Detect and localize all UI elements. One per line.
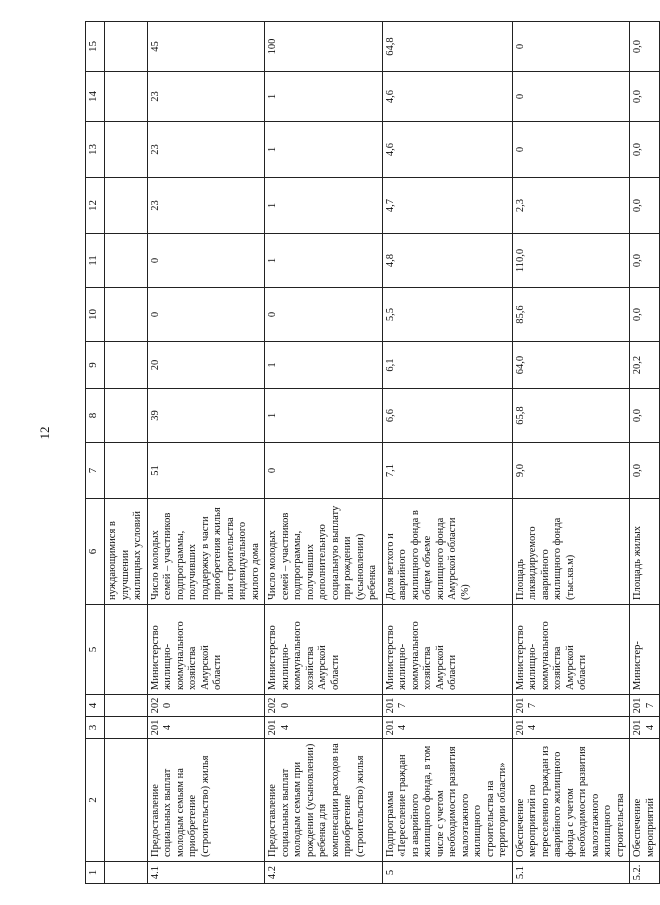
- header-cell: 9: [86, 342, 105, 389]
- value-cell: 0: [512, 72, 630, 122]
- start-year: 2014: [265, 717, 383, 739]
- value-cell: 6,6: [382, 389, 512, 443]
- value-cell: 110,0: [512, 234, 630, 288]
- value-cell: 39: [147, 389, 265, 443]
- header-cell: 10: [86, 288, 105, 342]
- row-number: 4.1: [147, 862, 265, 884]
- indicator-name: Число молодых семей – участников подпрограммы, получивших дополнительную социальную выплату при рождении (усыновлении) ребенка: [265, 499, 383, 605]
- value-cell: [105, 122, 148, 178]
- value-cell: [105, 234, 148, 288]
- row-number: 5.1: [512, 862, 630, 884]
- value-cell: 7,1: [382, 443, 512, 499]
- value-cell: 0,0: [630, 22, 660, 72]
- indicator-name: Доля ветхого и аварийного жилищного фонда в общем объеме жилищного фонда Амурской области (%): [382, 499, 512, 605]
- row-number: 4.2: [265, 862, 383, 884]
- value-cell: 0,0: [630, 178, 660, 234]
- measure-name: Предоставление социальных выплат молодым семьям на приобретение (строительство) жилья: [147, 739, 265, 862]
- measure-name: Предоставление социальных выплат молодым семьям при рождении (усыновлении) ребенка для компенсации расходов на приобретение (строительство) жилья: [265, 739, 383, 862]
- value-cell: 0: [512, 122, 630, 178]
- value-cell: 1: [265, 389, 383, 443]
- value-cell: 4,8: [382, 234, 512, 288]
- end-year: 2017: [512, 695, 630, 717]
- measure-name: Обеспечение мероприятий: [630, 739, 660, 862]
- start-year: 2014: [382, 717, 512, 739]
- value-cell: 20: [147, 342, 265, 389]
- header-cell: 12: [86, 178, 105, 234]
- value-cell: 5,5: [382, 288, 512, 342]
- end-year: [105, 695, 148, 717]
- value-cell: 23: [147, 178, 265, 234]
- value-cell: 9,0: [512, 443, 630, 499]
- executor: Министерство жилищно-коммунального хозяйства Амурской области: [512, 605, 630, 695]
- header-cell: 5: [86, 605, 105, 695]
- value-cell: [105, 72, 148, 122]
- row-number: [105, 862, 148, 884]
- header-cell: 15: [86, 22, 105, 72]
- value-cell: [105, 178, 148, 234]
- end-year: 2017: [630, 695, 660, 717]
- start-year: 2014: [630, 717, 660, 739]
- header-cell: 6: [86, 499, 105, 605]
- value-cell: 1: [265, 342, 383, 389]
- value-cell: 4,6: [382, 122, 512, 178]
- value-cell: 1: [265, 178, 383, 234]
- table-row: [512, 22, 630, 884]
- header-cell: 3: [86, 717, 105, 739]
- value-cell: [105, 288, 148, 342]
- measure-name: Подпрограмма «Переселение граждан из аварийного жилищного фонда, в том числе с учетом необходимости развития малоэтажного жилищного строительства на территории области»: [382, 739, 512, 862]
- value-cell: 64,8: [382, 22, 512, 72]
- value-cell: 23: [147, 72, 265, 122]
- executor: Министер-: [630, 605, 660, 695]
- header-cell: 1: [86, 862, 105, 884]
- value-cell: 0: [147, 234, 265, 288]
- header-cell: 4: [86, 695, 105, 717]
- value-cell: 0,0: [630, 72, 660, 122]
- value-cell: 1: [265, 72, 383, 122]
- value-cell: 2,3: [512, 178, 630, 234]
- indicator-name: Площадь жилых: [630, 499, 660, 605]
- start-year: [105, 717, 148, 739]
- value-cell: 0,0: [630, 122, 660, 178]
- value-cell: 0,0: [630, 389, 660, 443]
- value-cell: 85,6: [512, 288, 630, 342]
- header-cell: 7: [86, 443, 105, 499]
- row-number: 5: [382, 862, 512, 884]
- value-cell: 4,7: [382, 178, 512, 234]
- start-year: 2014: [147, 717, 265, 739]
- indicator-name: Число молодых семей – участников подпрограммы, получивших поддержку в части приобретения жилья или строительства индивидуального жилого дома: [147, 499, 265, 605]
- executor: Министерство жилищно-коммунального хозяйства Амурской области: [382, 605, 512, 695]
- indicator-name: Площадь ликвидируемого аварийного жилищного фонда (тыс.кв.м): [512, 499, 630, 605]
- value-cell: [105, 342, 148, 389]
- value-cell: 100: [265, 22, 383, 72]
- value-cell: [105, 22, 148, 72]
- start-year: 2014: [512, 717, 630, 739]
- value-cell: 64,0: [512, 342, 630, 389]
- header-cell: 11: [86, 234, 105, 288]
- header-cell: 8: [86, 389, 105, 443]
- executor: Министерство жилищно-коммунального хозяйства Амурской области: [265, 605, 383, 695]
- value-cell: 1: [265, 122, 383, 178]
- value-cell: 0: [512, 22, 630, 72]
- table-row: [382, 22, 512, 884]
- value-cell: 0,0: [630, 234, 660, 288]
- value-cell: 4,6: [382, 72, 512, 122]
- table-row: [265, 22, 383, 884]
- value-cell: [105, 443, 148, 499]
- value-cell: 0: [265, 443, 383, 499]
- value-cell: 51: [147, 443, 265, 499]
- value-cell: 1: [265, 234, 383, 288]
- value-cell: 6,1: [382, 342, 512, 389]
- header-cell: 14: [86, 72, 105, 122]
- value-cell: 45: [147, 22, 265, 72]
- value-cell: 0: [147, 288, 265, 342]
- end-year: 2020: [265, 695, 383, 717]
- page-number: 12: [37, 426, 52, 440]
- header-cell: 13: [86, 122, 105, 178]
- header-row: [86, 22, 105, 884]
- rotated-table-container: [85, 22, 656, 884]
- end-year: 2020: [147, 695, 265, 717]
- executor: Министерство жилищно-коммунального хозяйства Амурской области: [147, 605, 265, 695]
- value-cell: 0,0: [630, 443, 660, 499]
- row-number: 5.2.: [630, 862, 660, 884]
- value-cell: 23: [147, 122, 265, 178]
- measure-name: Обеспечение мероприятий по переселению граждан из аварийного жилищного фонда с учетом необходимости развития малоэтажного жилищного строительства: [512, 739, 630, 862]
- value-cell: 20,2: [630, 342, 660, 389]
- value-cell: [105, 389, 148, 443]
- indicators-table: [85, 21, 660, 884]
- executor: [105, 605, 148, 695]
- table-row: [630, 22, 660, 884]
- table-row: [147, 22, 265, 884]
- header-cell: 2: [86, 739, 105, 862]
- end-year: 2017: [382, 695, 512, 717]
- table-row: [105, 22, 148, 884]
- value-cell: 0: [265, 288, 383, 342]
- value-cell: 65,8: [512, 389, 630, 443]
- measure-name: [105, 739, 148, 862]
- indicator-name: нуждающимися в улучшении жилищных условий: [105, 499, 148, 605]
- value-cell: 0,0: [630, 288, 660, 342]
